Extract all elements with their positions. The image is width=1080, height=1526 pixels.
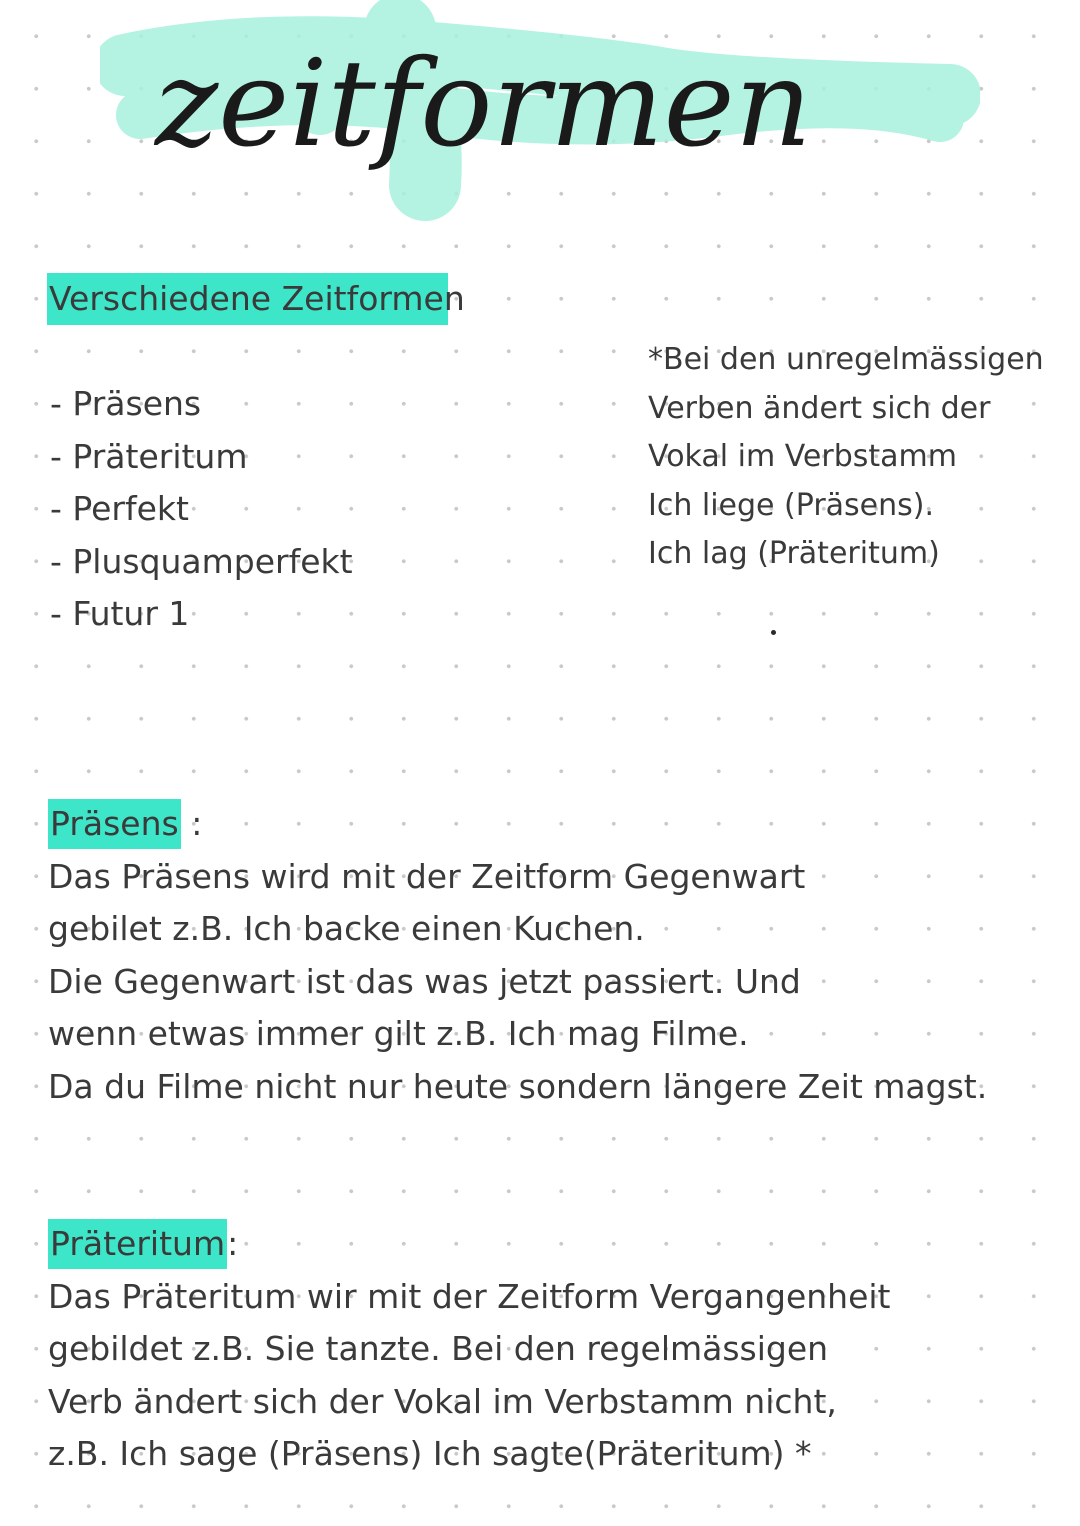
tense-list: [50, 378, 353, 641]
praeteritum-heading-row: [48, 1218, 890, 1271]
paragraph-line: wenn etwas immer gilt z.B. Ich mag Filme.: [48, 1014, 749, 1053]
praeteritum-heading-suffix: :: [227, 1224, 239, 1263]
note-line: Verben ändert sich der: [648, 390, 991, 426]
list-item: - Futur 1: [50, 594, 190, 633]
paragraph-line: Das Präsens wird mit der Zeitform Gegenwart: [48, 856, 806, 896]
title-text: zeitformen: [155, 35, 812, 174]
side-note: [648, 336, 1044, 579]
title-highlight-drawing: [100, 0, 980, 230]
list-item: - Präteritum: [50, 436, 248, 476]
list-item: - Präsens: [50, 384, 202, 423]
list-item: - Perfekt: [50, 489, 189, 528]
praesens-section: [48, 798, 987, 1113]
ink-dot: [771, 630, 776, 635]
paragraph-line: gebilet z.B. Ich backe einen Kuchen.: [48, 909, 645, 948]
paragraph-line: Die Gegenwart ist das was jetzt passiert. Und: [48, 961, 801, 1001]
praesens-heading-row: [48, 798, 987, 851]
paragraph-line: Da du Filme nicht nur heute sondern längere Zeit magst.: [48, 1066, 988, 1106]
praesens-heading-suffix: :: [180, 804, 203, 843]
paragraph-line: z.B. Ich sage (Präsens) Ich sagte(Präteritum) *: [48, 1434, 812, 1473]
list-item: - Plusquamperfekt: [50, 541, 353, 581]
note-line: Vokal im Verbstamm: [648, 439, 957, 474]
praeteritum-heading: Präteritum: [48, 1219, 227, 1269]
praesens-heading: Präsens: [48, 799, 181, 849]
paragraph-line: Das Präteritum wir mit der Zeitform Vergangenheit: [48, 1276, 891, 1316]
page-title: [100, 0, 980, 230]
note-line: Ich liege (Präsens).: [648, 487, 935, 523]
praeteritum-section: [48, 1218, 890, 1481]
paragraph-line: gebildet z.B. Sie tanzte. Bei den regelmässigen: [48, 1329, 829, 1368]
paragraph-line: Verb ändert sich der Vokal im Verbstamm nicht,: [48, 1381, 837, 1421]
note-line: Ich lag (Präteritum): [648, 536, 940, 571]
section-heading: Verschiedene Zeitformen: [47, 273, 448, 325]
note-line: *Bei den unregelmässigen: [648, 342, 1044, 377]
